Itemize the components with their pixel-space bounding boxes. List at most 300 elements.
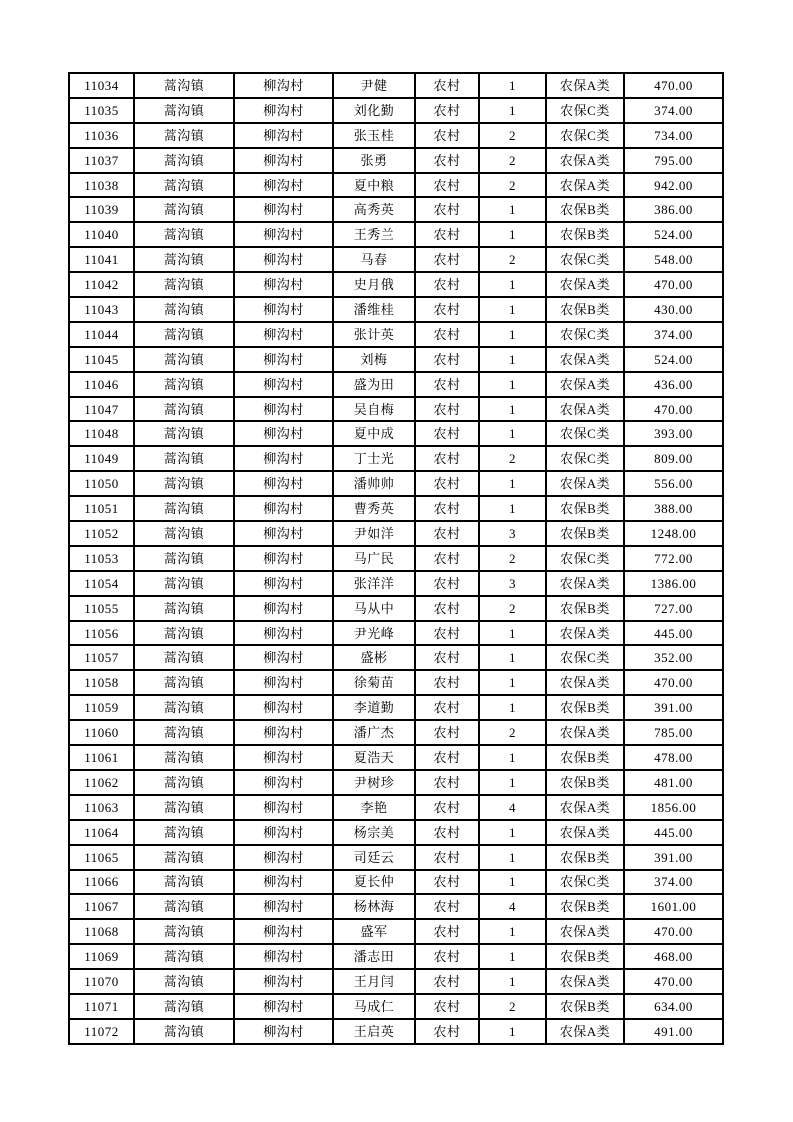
cell-serial-number: 11042 bbox=[69, 272, 134, 297]
cell-person-name: 刘梅 bbox=[333, 347, 415, 372]
table-row bbox=[69, 870, 723, 895]
cell-person-count: 1 bbox=[479, 272, 546, 297]
cell-person-name: 张勇 bbox=[333, 148, 415, 173]
cell-amount: 478.00 bbox=[624, 745, 723, 770]
cell-person-name: 潘广杰 bbox=[333, 720, 415, 745]
cell-village: 柳沟村 bbox=[234, 322, 333, 347]
cell-insurance-category: 农保B类 bbox=[546, 222, 624, 247]
cell-person-count: 1 bbox=[479, 421, 546, 446]
cell-residence-type: 农村 bbox=[415, 944, 479, 969]
cell-residence-type: 农村 bbox=[415, 173, 479, 198]
cell-serial-number: 11063 bbox=[69, 795, 134, 820]
cell-person-count: 1 bbox=[479, 820, 546, 845]
cell-person-name: 马广民 bbox=[333, 546, 415, 571]
cell-residence-type: 农村 bbox=[415, 372, 479, 397]
cell-amount: 391.00 bbox=[624, 845, 723, 870]
cell-village: 柳沟村 bbox=[234, 745, 333, 770]
cell-insurance-category: 农保C类 bbox=[546, 247, 624, 272]
cell-insurance-category: 农保A类 bbox=[546, 73, 624, 98]
cell-village: 柳沟村 bbox=[234, 795, 333, 820]
cell-village: 柳沟村 bbox=[234, 471, 333, 496]
cell-serial-number: 11046 bbox=[69, 372, 134, 397]
cell-person-count: 2 bbox=[479, 148, 546, 173]
table-row bbox=[69, 596, 723, 621]
cell-residence-type: 农村 bbox=[415, 745, 479, 770]
cell-residence-type: 农村 bbox=[415, 222, 479, 247]
cell-village: 柳沟村 bbox=[234, 695, 333, 720]
cell-town: 蒿沟镇 bbox=[134, 944, 234, 969]
cell-village: 柳沟村 bbox=[234, 845, 333, 870]
cell-town: 蒿沟镇 bbox=[134, 123, 234, 148]
cell-amount: 445.00 bbox=[624, 820, 723, 845]
cell-residence-type: 农村 bbox=[415, 521, 479, 546]
cell-insurance-category: 农保C类 bbox=[546, 446, 624, 471]
cell-amount: 470.00 bbox=[624, 969, 723, 994]
cell-person-count: 2 bbox=[479, 596, 546, 621]
cell-person-count: 2 bbox=[479, 994, 546, 1019]
cell-person-name: 夏中粮 bbox=[333, 173, 415, 198]
cell-village: 柳沟村 bbox=[234, 421, 333, 446]
cell-amount: 1856.00 bbox=[624, 795, 723, 820]
cell-serial-number: 11053 bbox=[69, 546, 134, 571]
cell-village: 柳沟村 bbox=[234, 944, 333, 969]
table-row bbox=[69, 123, 723, 148]
cell-insurance-category: 农保B类 bbox=[546, 297, 624, 322]
cell-residence-type: 农村 bbox=[415, 322, 479, 347]
cell-residence-type: 农村 bbox=[415, 720, 479, 745]
table-row bbox=[69, 421, 723, 446]
cell-insurance-category: 农保B类 bbox=[546, 496, 624, 521]
cell-residence-type: 农村 bbox=[415, 123, 479, 148]
cell-person-name: 盛军 bbox=[333, 919, 415, 944]
cell-amount: 388.00 bbox=[624, 496, 723, 521]
cell-person-count: 2 bbox=[479, 546, 546, 571]
cell-person-count: 1 bbox=[479, 496, 546, 521]
cell-person-count: 1 bbox=[479, 969, 546, 994]
cell-serial-number: 11035 bbox=[69, 98, 134, 123]
cell-amount: 524.00 bbox=[624, 347, 723, 372]
cell-person-count: 1 bbox=[479, 745, 546, 770]
cell-town: 蒿沟镇 bbox=[134, 645, 234, 670]
cell-residence-type: 农村 bbox=[415, 272, 479, 297]
cell-amount: 524.00 bbox=[624, 222, 723, 247]
cell-town: 蒿沟镇 bbox=[134, 272, 234, 297]
cell-serial-number: 11069 bbox=[69, 944, 134, 969]
cell-amount: 374.00 bbox=[624, 98, 723, 123]
cell-person-count: 1 bbox=[479, 98, 546, 123]
cell-town: 蒿沟镇 bbox=[134, 720, 234, 745]
cell-person-count: 1 bbox=[479, 695, 546, 720]
cell-amount: 374.00 bbox=[624, 870, 723, 895]
cell-residence-type: 农村 bbox=[415, 820, 479, 845]
table-row bbox=[69, 720, 723, 745]
cell-person-name: 盛为田 bbox=[333, 372, 415, 397]
cell-town: 蒿沟镇 bbox=[134, 471, 234, 496]
cell-serial-number: 11037 bbox=[69, 148, 134, 173]
cell-insurance-category: 农保A类 bbox=[546, 820, 624, 845]
cell-serial-number: 11071 bbox=[69, 994, 134, 1019]
table-row bbox=[69, 272, 723, 297]
table-row bbox=[69, 73, 723, 98]
cell-residence-type: 农村 bbox=[415, 397, 479, 422]
cell-person-count: 2 bbox=[479, 247, 546, 272]
cell-village: 柳沟村 bbox=[234, 496, 333, 521]
table-row bbox=[69, 471, 723, 496]
cell-village: 柳沟村 bbox=[234, 1019, 333, 1044]
cell-village: 柳沟村 bbox=[234, 770, 333, 795]
cell-person-name: 史月俄 bbox=[333, 272, 415, 297]
table-row bbox=[69, 247, 723, 272]
cell-insurance-category: 农保B类 bbox=[546, 894, 624, 919]
cell-village: 柳沟村 bbox=[234, 173, 333, 198]
cell-town: 蒿沟镇 bbox=[134, 397, 234, 422]
cell-village: 柳沟村 bbox=[234, 148, 333, 173]
table-row bbox=[69, 645, 723, 670]
cell-person-name: 马成仁 bbox=[333, 994, 415, 1019]
cell-village: 柳沟村 bbox=[234, 969, 333, 994]
cell-village: 柳沟村 bbox=[234, 645, 333, 670]
cell-town: 蒿沟镇 bbox=[134, 994, 234, 1019]
cell-person-name: 高秀英 bbox=[333, 197, 415, 222]
cell-serial-number: 11041 bbox=[69, 247, 134, 272]
cell-amount: 470.00 bbox=[624, 272, 723, 297]
cell-amount: 942.00 bbox=[624, 173, 723, 198]
cell-amount: 374.00 bbox=[624, 322, 723, 347]
cell-town: 蒿沟镇 bbox=[134, 795, 234, 820]
cell-insurance-category: 农保A类 bbox=[546, 1019, 624, 1044]
cell-amount: 393.00 bbox=[624, 421, 723, 446]
cell-person-name: 尹光峰 bbox=[333, 621, 415, 646]
cell-town: 蒿沟镇 bbox=[134, 621, 234, 646]
cell-person-name: 张洋洋 bbox=[333, 571, 415, 596]
cell-village: 柳沟村 bbox=[234, 621, 333, 646]
cell-amount: 491.00 bbox=[624, 1019, 723, 1044]
cell-insurance-category: 农保A类 bbox=[546, 173, 624, 198]
cell-serial-number: 11070 bbox=[69, 969, 134, 994]
cell-person-name: 夏中成 bbox=[333, 421, 415, 446]
cell-town: 蒿沟镇 bbox=[134, 496, 234, 521]
cell-person-name: 李艳 bbox=[333, 795, 415, 820]
cell-person-name: 王秀兰 bbox=[333, 222, 415, 247]
cell-village: 柳沟村 bbox=[234, 919, 333, 944]
table-row bbox=[69, 521, 723, 546]
cell-person-count: 2 bbox=[479, 173, 546, 198]
table-row bbox=[69, 919, 723, 944]
cell-village: 柳沟村 bbox=[234, 894, 333, 919]
cell-residence-type: 农村 bbox=[415, 919, 479, 944]
cell-insurance-category: 农保B类 bbox=[546, 770, 624, 795]
cell-insurance-category: 农保B类 bbox=[546, 845, 624, 870]
cell-person-name: 张计英 bbox=[333, 322, 415, 347]
cell-residence-type: 农村 bbox=[415, 969, 479, 994]
cell-person-name: 夏浩天 bbox=[333, 745, 415, 770]
cell-person-name: 尹健 bbox=[333, 73, 415, 98]
cell-person-count: 4 bbox=[479, 795, 546, 820]
cell-person-name: 丁士光 bbox=[333, 446, 415, 471]
cell-residence-type: 农村 bbox=[415, 197, 479, 222]
cell-amount: 548.00 bbox=[624, 247, 723, 272]
cell-serial-number: 11043 bbox=[69, 297, 134, 322]
cell-town: 蒿沟镇 bbox=[134, 446, 234, 471]
cell-person-name: 李道勤 bbox=[333, 695, 415, 720]
table-row bbox=[69, 446, 723, 471]
cell-insurance-category: 农保A类 bbox=[546, 372, 624, 397]
table-row bbox=[69, 571, 723, 596]
cell-residence-type: 农村 bbox=[415, 148, 479, 173]
cell-insurance-category: 农保A类 bbox=[546, 471, 624, 496]
cell-town: 蒿沟镇 bbox=[134, 1019, 234, 1044]
cell-serial-number: 11051 bbox=[69, 496, 134, 521]
table-row bbox=[69, 621, 723, 646]
cell-person-name: 潘维桂 bbox=[333, 297, 415, 322]
cell-person-name: 盛彬 bbox=[333, 645, 415, 670]
cell-serial-number: 11061 bbox=[69, 745, 134, 770]
cell-person-name: 徐菊苗 bbox=[333, 670, 415, 695]
cell-insurance-category: 农保A类 bbox=[546, 919, 624, 944]
cell-amount: 1248.00 bbox=[624, 521, 723, 546]
cell-insurance-category: 农保A类 bbox=[546, 720, 624, 745]
cell-serial-number: 11040 bbox=[69, 222, 134, 247]
cell-serial-number: 11047 bbox=[69, 397, 134, 422]
cell-person-count: 4 bbox=[479, 894, 546, 919]
cell-village: 柳沟村 bbox=[234, 870, 333, 895]
cell-village: 柳沟村 bbox=[234, 994, 333, 1019]
cell-village: 柳沟村 bbox=[234, 820, 333, 845]
cell-person-name: 曹秀英 bbox=[333, 496, 415, 521]
cell-insurance-category: 农保A类 bbox=[546, 397, 624, 422]
cell-person-count: 2 bbox=[479, 123, 546, 148]
cell-amount: 1601.00 bbox=[624, 894, 723, 919]
cell-residence-type: 农村 bbox=[415, 297, 479, 322]
cell-person-count: 1 bbox=[479, 621, 546, 646]
cell-residence-type: 农村 bbox=[415, 98, 479, 123]
cell-town: 蒿沟镇 bbox=[134, 919, 234, 944]
cell-town: 蒿沟镇 bbox=[134, 98, 234, 123]
cell-town: 蒿沟镇 bbox=[134, 222, 234, 247]
cell-insurance-category: 农保B类 bbox=[546, 596, 624, 621]
cell-residence-type: 农村 bbox=[415, 845, 479, 870]
cell-village: 柳沟村 bbox=[234, 546, 333, 571]
cell-person-count: 1 bbox=[479, 297, 546, 322]
cell-person-count: 1 bbox=[479, 845, 546, 870]
table-row bbox=[69, 969, 723, 994]
cell-person-count: 1 bbox=[479, 944, 546, 969]
cell-residence-type: 农村 bbox=[415, 645, 479, 670]
cell-town: 蒿沟镇 bbox=[134, 521, 234, 546]
cell-town: 蒿沟镇 bbox=[134, 969, 234, 994]
cell-person-count: 2 bbox=[479, 446, 546, 471]
cell-amount: 436.00 bbox=[624, 372, 723, 397]
cell-serial-number: 11052 bbox=[69, 521, 134, 546]
cell-serial-number: 11036 bbox=[69, 123, 134, 148]
cell-town: 蒿沟镇 bbox=[134, 73, 234, 98]
cell-insurance-category: 农保A类 bbox=[546, 347, 624, 372]
table-row bbox=[69, 197, 723, 222]
cell-person-count: 3 bbox=[479, 521, 546, 546]
cell-residence-type: 农村 bbox=[415, 421, 479, 446]
cell-town: 蒿沟镇 bbox=[134, 297, 234, 322]
cell-serial-number: 11066 bbox=[69, 870, 134, 895]
cell-insurance-category: 农保C类 bbox=[546, 870, 624, 895]
cell-amount: 1386.00 bbox=[624, 571, 723, 596]
cell-person-name: 杨宗美 bbox=[333, 820, 415, 845]
table-body bbox=[69, 73, 723, 1044]
cell-insurance-category: 农保A类 bbox=[546, 670, 624, 695]
cell-amount: 430.00 bbox=[624, 297, 723, 322]
table-row bbox=[69, 944, 723, 969]
cell-serial-number: 11068 bbox=[69, 919, 134, 944]
cell-serial-number: 11062 bbox=[69, 770, 134, 795]
cell-town: 蒿沟镇 bbox=[134, 322, 234, 347]
cell-person-count: 1 bbox=[479, 397, 546, 422]
cell-person-count: 1 bbox=[479, 919, 546, 944]
cell-serial-number: 11067 bbox=[69, 894, 134, 919]
cell-residence-type: 农村 bbox=[415, 347, 479, 372]
cell-residence-type: 农村 bbox=[415, 621, 479, 646]
cell-serial-number: 11065 bbox=[69, 845, 134, 870]
cell-person-count: 1 bbox=[479, 347, 546, 372]
cell-amount: 481.00 bbox=[624, 770, 723, 795]
cell-person-name: 尹树珍 bbox=[333, 770, 415, 795]
cell-serial-number: 11044 bbox=[69, 322, 134, 347]
cell-amount: 386.00 bbox=[624, 197, 723, 222]
cell-person-count: 1 bbox=[479, 870, 546, 895]
cell-village: 柳沟村 bbox=[234, 720, 333, 745]
cell-person-count: 1 bbox=[479, 770, 546, 795]
cell-insurance-category: 农保B类 bbox=[546, 197, 624, 222]
cell-insurance-category: 农保B类 bbox=[546, 944, 624, 969]
cell-town: 蒿沟镇 bbox=[134, 745, 234, 770]
cell-person-name: 张玉桂 bbox=[333, 123, 415, 148]
cell-person-count: 3 bbox=[479, 571, 546, 596]
cell-residence-type: 农村 bbox=[415, 994, 479, 1019]
cell-town: 蒿沟镇 bbox=[134, 197, 234, 222]
table-row bbox=[69, 820, 723, 845]
cell-village: 柳沟村 bbox=[234, 123, 333, 148]
cell-serial-number: 11060 bbox=[69, 720, 134, 745]
cell-insurance-category: 农保A类 bbox=[546, 272, 624, 297]
table-row bbox=[69, 894, 723, 919]
cell-village: 柳沟村 bbox=[234, 670, 333, 695]
cell-person-name: 王启英 bbox=[333, 1019, 415, 1044]
cell-residence-type: 农村 bbox=[415, 596, 479, 621]
cell-residence-type: 农村 bbox=[415, 770, 479, 795]
cell-residence-type: 农村 bbox=[415, 670, 479, 695]
cell-village: 柳沟村 bbox=[234, 222, 333, 247]
cell-amount: 468.00 bbox=[624, 944, 723, 969]
cell-serial-number: 11057 bbox=[69, 645, 134, 670]
table-row bbox=[69, 695, 723, 720]
cell-serial-number: 11054 bbox=[69, 571, 134, 596]
cell-residence-type: 农村 bbox=[415, 73, 479, 98]
cell-serial-number: 11050 bbox=[69, 471, 134, 496]
cell-village: 柳沟村 bbox=[234, 446, 333, 471]
cell-amount: 470.00 bbox=[624, 73, 723, 98]
cell-person-name: 潘志田 bbox=[333, 944, 415, 969]
cell-amount: 795.00 bbox=[624, 148, 723, 173]
cell-residence-type: 农村 bbox=[415, 894, 479, 919]
cell-village: 柳沟村 bbox=[234, 247, 333, 272]
cell-person-name: 吴自梅 bbox=[333, 397, 415, 422]
cell-serial-number: 11039 bbox=[69, 197, 134, 222]
cell-person-count: 1 bbox=[479, 645, 546, 670]
cell-amount: 470.00 bbox=[624, 919, 723, 944]
cell-person-name: 刘化勤 bbox=[333, 98, 415, 123]
cell-town: 蒿沟镇 bbox=[134, 347, 234, 372]
cell-town: 蒿沟镇 bbox=[134, 770, 234, 795]
cell-serial-number: 11055 bbox=[69, 596, 134, 621]
cell-person-count: 1 bbox=[479, 197, 546, 222]
table-row bbox=[69, 372, 723, 397]
cell-serial-number: 11064 bbox=[69, 820, 134, 845]
cell-serial-number: 11058 bbox=[69, 670, 134, 695]
cell-amount: 445.00 bbox=[624, 621, 723, 646]
table-row bbox=[69, 994, 723, 1019]
cell-town: 蒿沟镇 bbox=[134, 247, 234, 272]
cell-person-name: 马春 bbox=[333, 247, 415, 272]
cell-insurance-category: 农保A类 bbox=[546, 795, 624, 820]
cell-insurance-category: 农保A类 bbox=[546, 148, 624, 173]
cell-town: 蒿沟镇 bbox=[134, 695, 234, 720]
cell-person-name: 王月闫 bbox=[333, 969, 415, 994]
cell-village: 柳沟村 bbox=[234, 347, 333, 372]
cell-amount: 391.00 bbox=[624, 695, 723, 720]
cell-person-count: 1 bbox=[479, 73, 546, 98]
cell-insurance-category: 农保C类 bbox=[546, 322, 624, 347]
beneficiary-table bbox=[68, 72, 724, 1045]
cell-person-count: 1 bbox=[479, 222, 546, 247]
cell-residence-type: 农村 bbox=[415, 571, 479, 596]
cell-amount: 634.00 bbox=[624, 994, 723, 1019]
cell-town: 蒿沟镇 bbox=[134, 894, 234, 919]
cell-village: 柳沟村 bbox=[234, 98, 333, 123]
cell-person-count: 1 bbox=[479, 322, 546, 347]
cell-village: 柳沟村 bbox=[234, 596, 333, 621]
cell-town: 蒿沟镇 bbox=[134, 421, 234, 446]
cell-serial-number: 11045 bbox=[69, 347, 134, 372]
cell-village: 柳沟村 bbox=[234, 197, 333, 222]
cell-person-count: 1 bbox=[479, 670, 546, 695]
cell-person-count: 1 bbox=[479, 372, 546, 397]
cell-residence-type: 农村 bbox=[415, 471, 479, 496]
cell-insurance-category: 农保A类 bbox=[546, 969, 624, 994]
table-row bbox=[69, 745, 723, 770]
cell-residence-type: 农村 bbox=[415, 795, 479, 820]
table-row bbox=[69, 322, 723, 347]
table-row bbox=[69, 795, 723, 820]
cell-town: 蒿沟镇 bbox=[134, 845, 234, 870]
cell-town: 蒿沟镇 bbox=[134, 173, 234, 198]
table-row bbox=[69, 297, 723, 322]
cell-insurance-category: 农保C类 bbox=[546, 421, 624, 446]
cell-village: 柳沟村 bbox=[234, 272, 333, 297]
cell-serial-number: 11049 bbox=[69, 446, 134, 471]
cell-person-count: 2 bbox=[479, 720, 546, 745]
cell-person-name: 夏长仲 bbox=[333, 870, 415, 895]
table-row bbox=[69, 222, 723, 247]
cell-serial-number: 11038 bbox=[69, 173, 134, 198]
table-row bbox=[69, 397, 723, 422]
cell-village: 柳沟村 bbox=[234, 397, 333, 422]
cell-town: 蒿沟镇 bbox=[134, 870, 234, 895]
table-row bbox=[69, 670, 723, 695]
cell-insurance-category: 农保A类 bbox=[546, 621, 624, 646]
cell-amount: 352.00 bbox=[624, 645, 723, 670]
cell-person-count: 1 bbox=[479, 1019, 546, 1044]
cell-serial-number: 11048 bbox=[69, 421, 134, 446]
cell-insurance-category: 农保A类 bbox=[546, 571, 624, 596]
cell-town: 蒿沟镇 bbox=[134, 372, 234, 397]
